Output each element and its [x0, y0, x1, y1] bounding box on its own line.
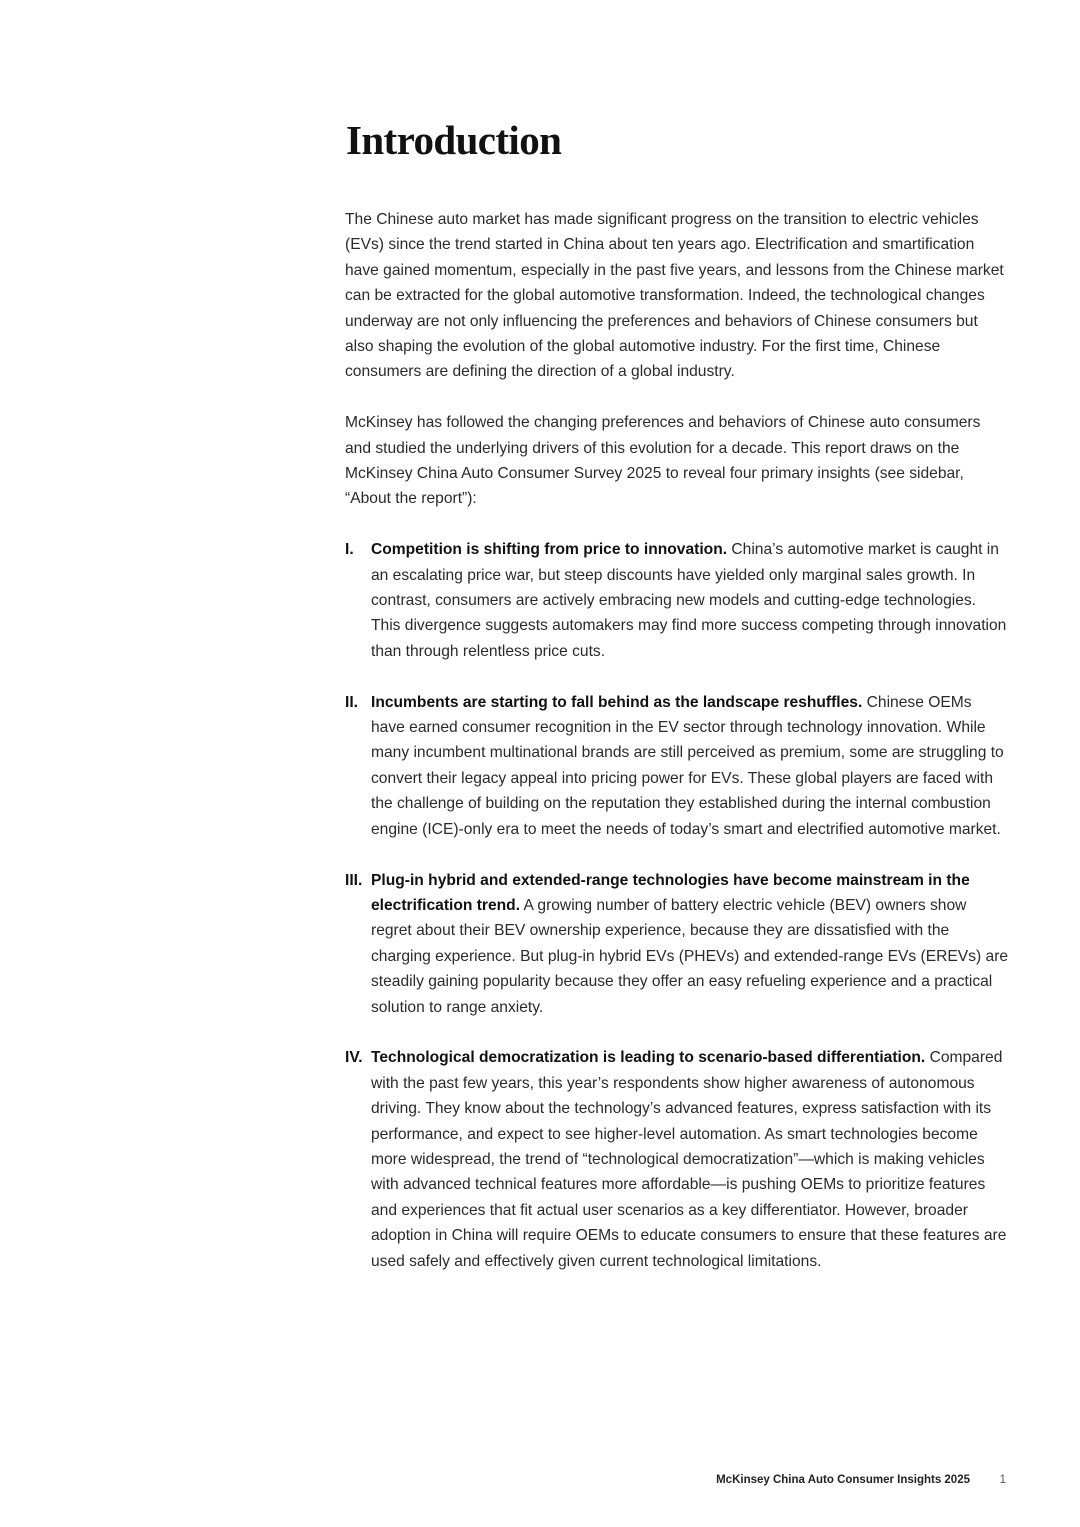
insight-numeral: II. [345, 693, 358, 711]
insight-body: Compared with the past few years, this year’s respondents show higher awareness of autonomous driving. They know about the technology’s advanced features, express satisfaction with its performance, and expect to see higher-level automation. As smart technologies become more widespread, the trend of “technological democratization”—which is making vehicles with advanced technical features more affordable—is pushing OEMs to prioritize features and experiences that fit actual user scenarios as a key differentiator. However, broader adoption in China will require OEMs to educate consumers to ensure that these features are used safely and effectively given current technological limitations. [371, 1049, 1007, 1270]
insights-list [345, 537, 1009, 1274]
insight-item-2 [345, 690, 1009, 842]
insight-lead: Technological democratization is leading to scenario-based differentiation. [371, 1049, 926, 1067]
page-title: Introduction [346, 117, 562, 163]
insight-numeral: III. [345, 871, 363, 889]
insight-body: Chinese OEMs have earned consumer recognition in the EV sector through technology innovation. While many incumbent multinational brands are still perceived as premium, some are struggling to convert their legacy appeal into pricing power for EVs. These global players are faced with the challenge of building on the reputation they established during the internal combustion engine (ICE)-only era to meet the needs of today’s smart and electrified automotive market. [371, 693, 1004, 838]
insight-item-4 [345, 1045, 1009, 1274]
method-paragraph: McKinsey has followed the changing preferences and behaviors of Chinese auto consumers and studied the underlying drivers of this evolution for a decade. This report draws on the McKinsey China Auto Consumer Survey 2025 to reveal four primary insights (see sidebar, “About the report”): [345, 414, 981, 508]
insight-item-1 [345, 537, 1009, 664]
insight-lead: Competition is shifting from price to innovation. [371, 541, 728, 559]
insight-body: A growing number of battery electric vehicle (BEV) owners show regret about their BEV ownership experience, because they are dissatisfied with the charging experience. But plug-in hybrid EVs (PHEVs) and extended-range EVs (EREVs) are steadily gaining popularity because they offer an easy refueling experience and a practical solution to range anxiety. [371, 896, 1009, 1016]
intro-paragraph: The Chinese auto market has made significant progress on the transition to electric vehicles (EVs) since the trend started in China about ten years ago. Electrification and smartification have gained momentum, especially in the past five years, and lessons from the Chinese market can be extracted for the global automotive transformation. Indeed, the technological changes underway are not only influencing the preferences and behaviors of Chinese consumers but also shaping the evolution of the global automotive industry. For the first time, Chinese consumers are defining the direction of a global industry. [345, 211, 1004, 381]
body-content [345, 207, 1009, 1274]
insight-lead: Incumbents are starting to fall behind as the landscape reshuffles. [371, 693, 863, 711]
insight-numeral: I. [345, 541, 354, 559]
insight-numeral: IV. [345, 1049, 363, 1067]
insight-lead: Plug-in hybrid and extended-range technologies have become mainstream in the electrification trend. [371, 871, 970, 914]
insight-item-3 [345, 868, 1009, 1020]
page-number: 1 [999, 1474, 1006, 1486]
footer-publication-title: McKinsey China Auto Consumer Insights 2025 [716, 1474, 970, 1486]
insight-body: China’s automotive market is caught in an escalating price war, but steep discounts have yielded only marginal sales growth. In contrast, consumers are actively embracing new models and cutting-edge technologies. This divergence suggests automakers may find more success competing through innovation than through relentless price cuts. [371, 541, 1007, 660]
